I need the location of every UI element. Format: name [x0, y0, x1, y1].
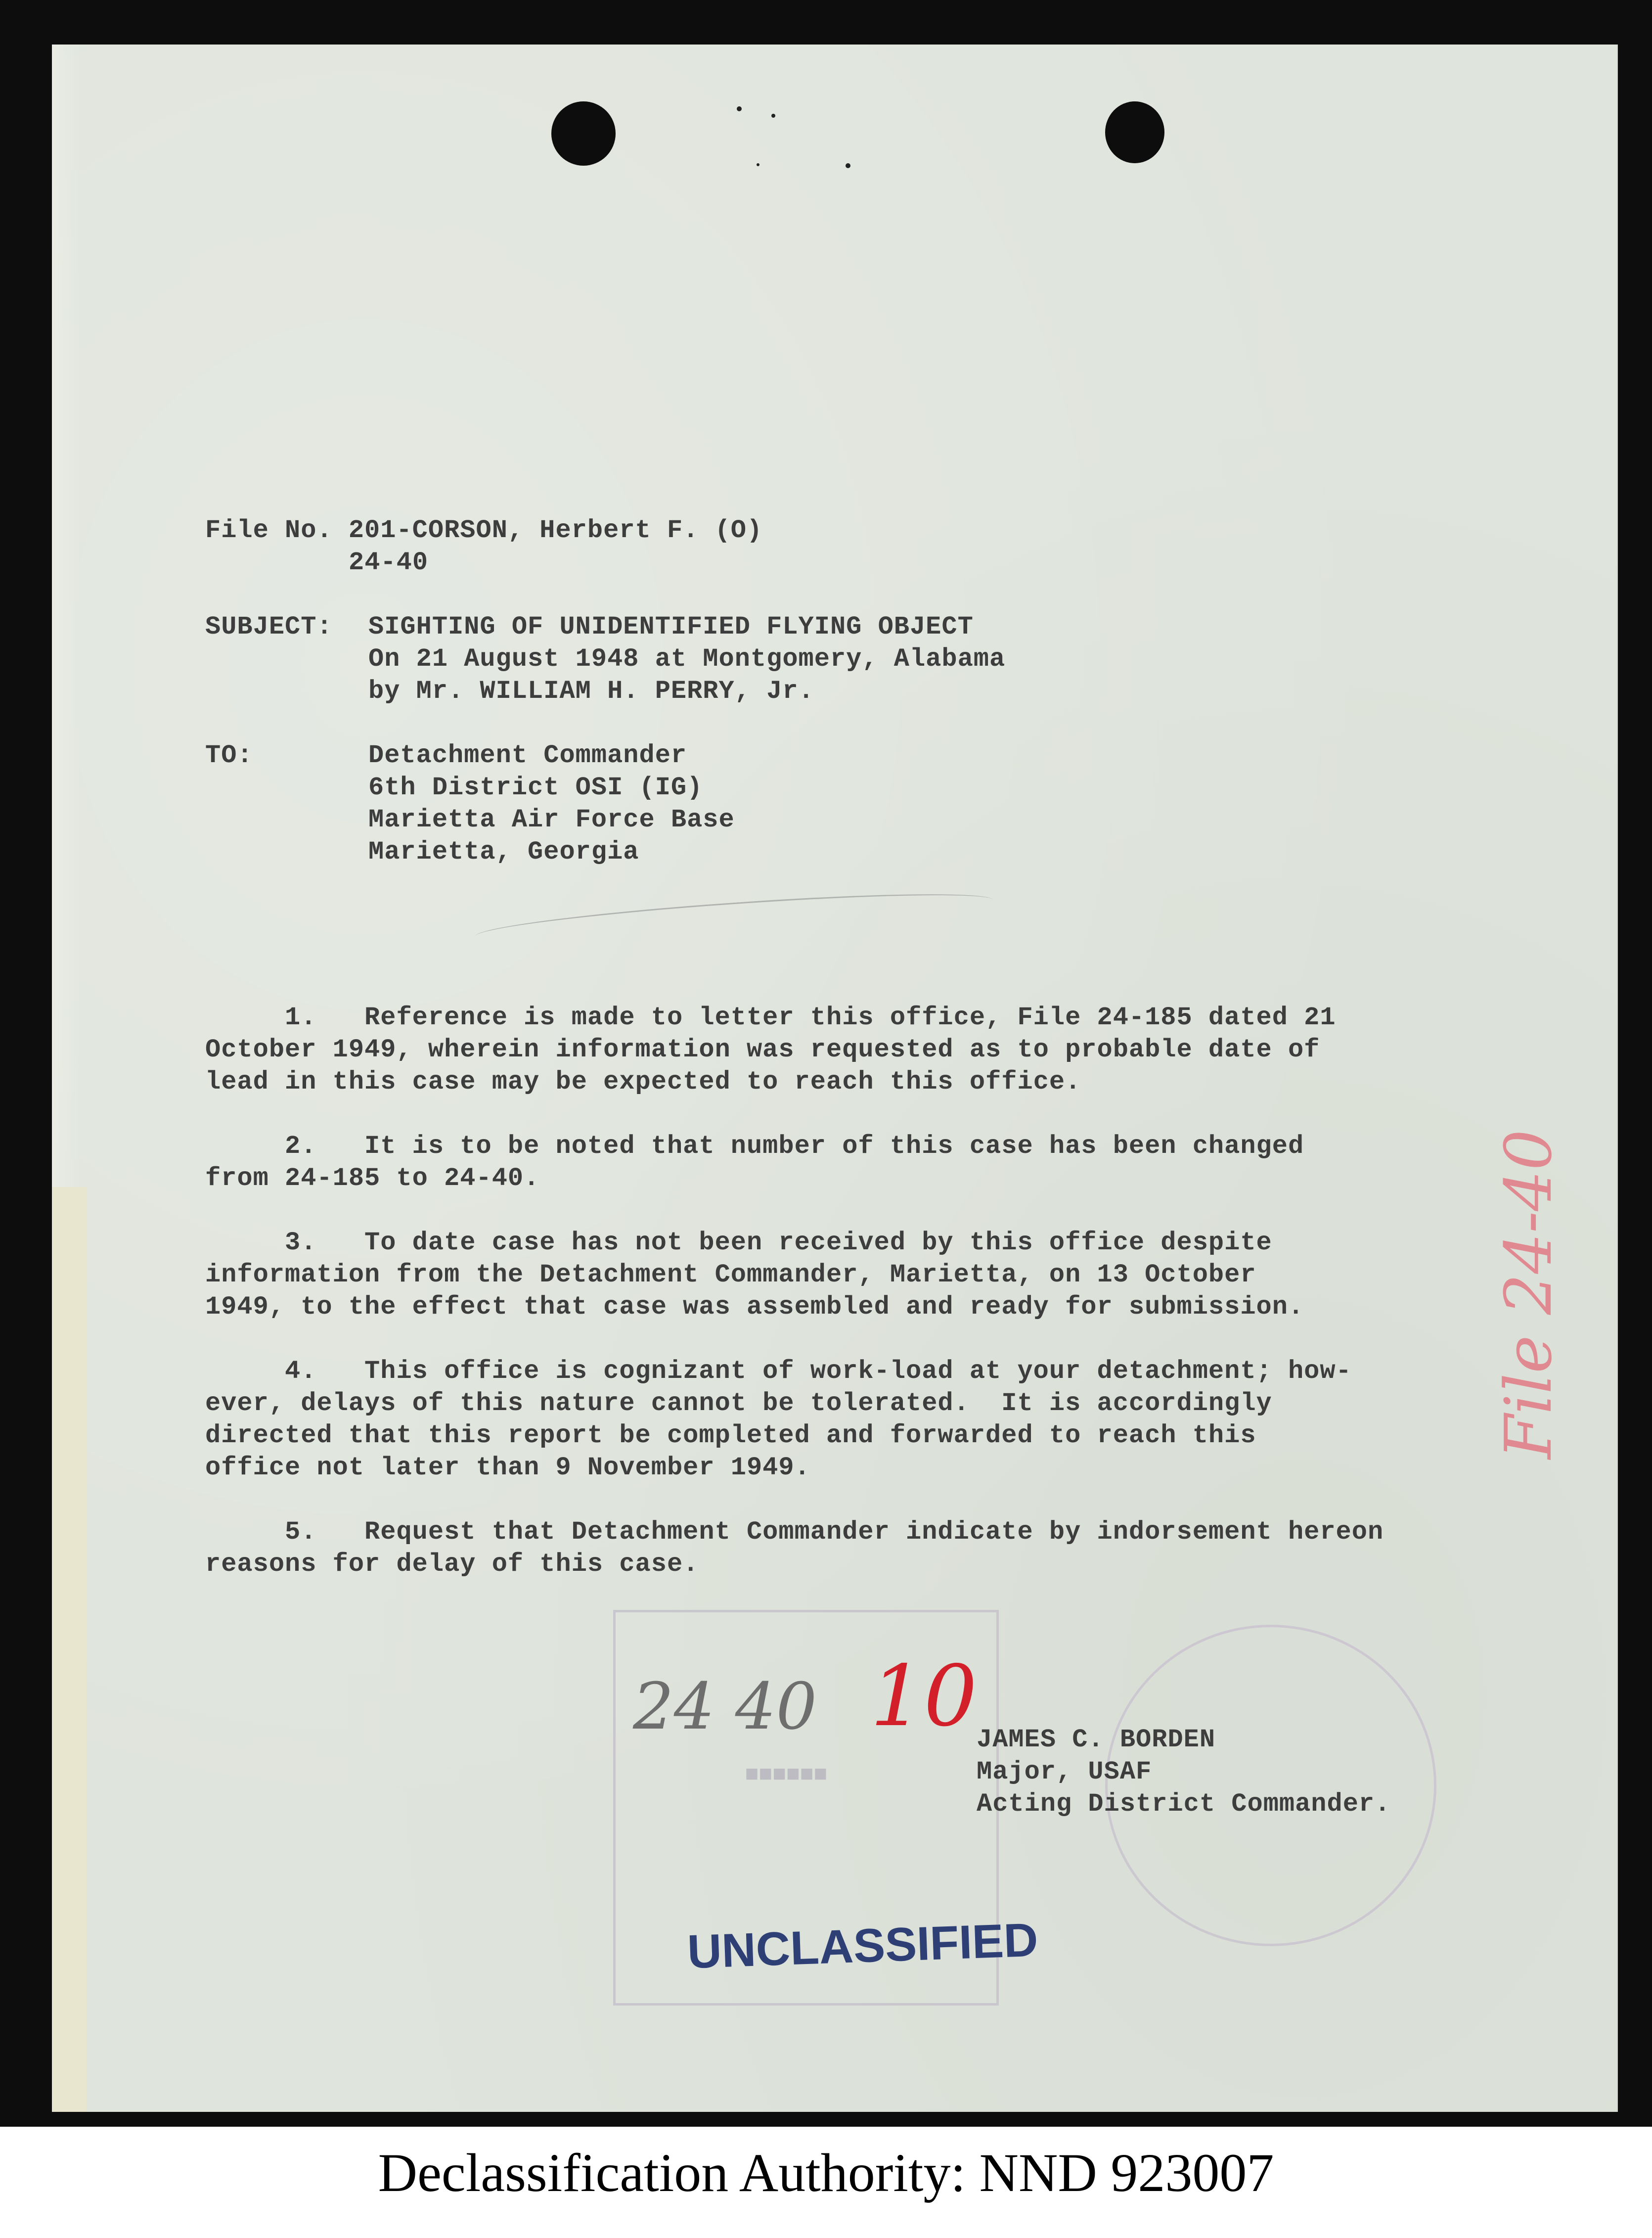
file-number-sub: 24-40 [349, 548, 429, 577]
paragraph-1-line-3: lead in this case may be expected to reach this office. [205, 1067, 1081, 1096]
faded-stamp-text: ■■■■■■ [745, 1760, 828, 1786]
paragraph-4-line-2: ever, delays of this nature cannot be tolerated. It is accordingly [205, 1389, 1272, 1418]
paragraph-2-line-2: from 24-185 to 24-40. [205, 1164, 540, 1193]
unclassified-stamp: UNCLASSIFIED [686, 1913, 1039, 1979]
paragraph-1-line-2: October 1949, wherein information was requested as to probable date of [205, 1035, 1320, 1064]
subject-label: SUBJECT: [205, 612, 333, 641]
paragraph-4-line-3: directed that this report be completed and forwarded to reach this [205, 1421, 1256, 1450]
faded-seal [1105, 1625, 1436, 1946]
subject-line-2: On 21 August 1948 at Montgomery, Alabama [368, 644, 1006, 674]
subject-line-1: SIGHTING OF UNIDENTIFIED FLYING OBJECT [368, 612, 974, 641]
handwritten-red-number: 10 [870, 1647, 978, 1745]
signature-title: Acting District Commander. [977, 1789, 1391, 1819]
subject-line-3: by Mr. WILLIAM H. PERRY, Jr. [368, 677, 814, 706]
paragraph-5-line-2: reasons for delay of this case. [205, 1550, 699, 1579]
to-label: TO: [205, 741, 253, 770]
speck [771, 114, 775, 118]
handwritten-file-number: 24 40 [633, 1669, 817, 1744]
file-number-line: File No. 201-CORSON, Herbert F. (O) [205, 516, 763, 545]
paragraph-1-line-1: 1. Reference is made to letter this office, File 24-185 dated 21 [205, 1003, 1336, 1032]
to-line-1: Detachment Commander [368, 741, 687, 770]
paragraph-3-line-2: information from the Detachment Commander, Marietta, on 13 October [205, 1260, 1256, 1289]
to-line-4: Marietta, Georgia [368, 837, 639, 867]
paragraph-4-line-1: 4. This office is cognizant of work-load at your detachment; how- [205, 1357, 1352, 1386]
paragraph-3-line-1: 3. To date case has not been received by this office despite [205, 1228, 1272, 1257]
declassification-footer: Declassification Authority: NND 923007 [378, 2143, 1274, 2203]
punch-hole-left [551, 101, 616, 166]
paragraph-4-line-4: office not later than 9 November 1949. [205, 1453, 810, 1482]
margin-handwritten-note: File 24-40 [1491, 1129, 1566, 1459]
speck [846, 163, 850, 168]
paragraph-2-line-1: 2. It is to be noted that number of this case has been changed [205, 1132, 1304, 1161]
speck [737, 106, 742, 111]
signature-rank: Major, USAF [977, 1757, 1152, 1786]
paragraph-3-line-3: 1949, to the effect that case was assembled and ready for submission. [205, 1292, 1304, 1322]
paper-edge [52, 1187, 87, 2112]
paragraph-5-line-1: 5. Request that Detachment Commander indicate by indorsement hereon [205, 1517, 1384, 1547]
to-line-2: 6th District OSI (IG) [368, 773, 703, 802]
punch-hole-right [1105, 101, 1164, 163]
to-line-3: Marietta Air Force Base [368, 805, 735, 834]
speck [757, 163, 759, 166]
signature-name: JAMES C. BORDEN [977, 1725, 1216, 1754]
